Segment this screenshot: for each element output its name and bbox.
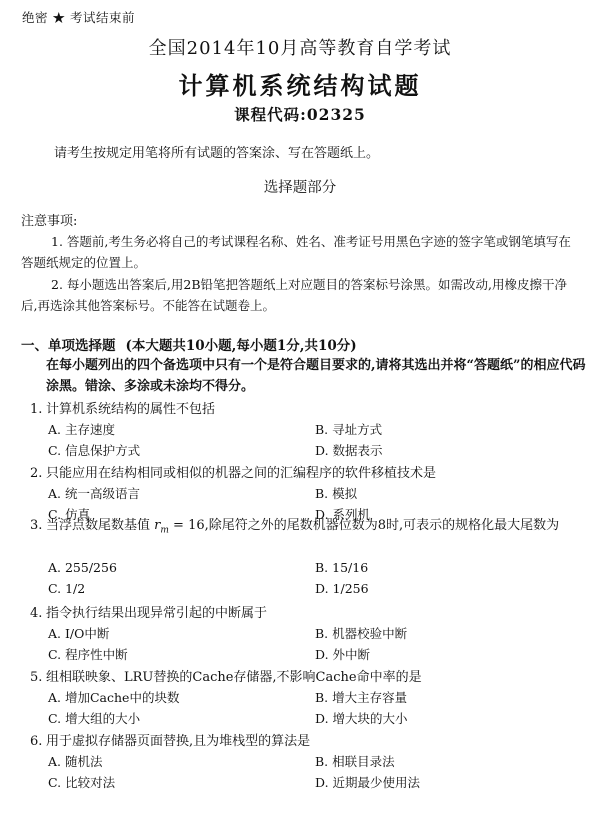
- option-c: C. 程序性中断: [48, 647, 128, 662]
- question-number: 3.: [30, 518, 43, 533]
- question-stem: [30, 462, 436, 481]
- secret-mark: 绝密 ★ 考试结束前: [22, 10, 135, 25]
- question-number: 2.: [30, 466, 43, 481]
- option-c: C. 仿真: [48, 507, 91, 522]
- option-c: C. 增大组的大小: [48, 711, 141, 726]
- option-a: A. 主存速度: [48, 422, 115, 437]
- option-a: A. 随机法: [48, 754, 103, 769]
- radix-variable: r: [154, 518, 161, 533]
- option-d: D. 系列机: [315, 507, 371, 522]
- question-stem: [30, 515, 585, 542]
- question-number: 5.: [30, 670, 43, 685]
- option-c: C. 信息保护方式: [48, 443, 141, 458]
- part-note: 在每小题列出的四个备选项中只有一个是符合题目要求的,请将其选出并将“答题纸”的相应代码涂黑。错涂、多涂或未涂均不得分。: [46, 358, 586, 394]
- question-text: 指令执行结果出现异常引起的中断属于: [46, 606, 268, 621]
- option-c: C. 1/2: [48, 581, 86, 596]
- question-stem: [30, 602, 267, 621]
- option-b: B. 15/16: [315, 560, 369, 575]
- option-b: B. 机器校验中断: [315, 626, 408, 641]
- question-text: = 16,除尾符之外的尾数机器位数为8时,可表示的规格化最大尾数为: [168, 518, 560, 533]
- instruction-text: 请考生按规定用笔将所有试题的答案涂、写在答题纸上。: [54, 146, 380, 161]
- question-number: 4.: [30, 606, 43, 621]
- option-c: C. 比较对法: [48, 775, 116, 790]
- question-text: 只能应用在结构相同或相似的机器之间的汇编程序的软件移植技术是: [46, 466, 437, 481]
- option-d: D. 1/256: [315, 581, 369, 596]
- question-number: 1.: [30, 402, 43, 417]
- question-number: 6.: [30, 734, 43, 749]
- notice-heading: 注意事项:: [21, 214, 78, 229]
- question-text: 计算机系统结构的属性不包括: [46, 402, 216, 417]
- option-b: B. 寻址方式: [315, 422, 383, 437]
- question-text: 当浮点数尾数基值: [46, 518, 155, 533]
- question-stem: [30, 730, 310, 749]
- notice-item: 1. 答题前,考生务必将自己的考试课程名称、姓名、准考证号用黑色字迹的签字笔或钢笔填写在答题纸规定的位置上。: [21, 234, 571, 270]
- radix-subscript: m: [160, 525, 169, 536]
- question-stem: [30, 398, 215, 417]
- option-a: A. 255/256: [48, 560, 117, 575]
- option-a: A. 增加Cache中的块数: [48, 690, 180, 705]
- question-text: 组相联映象、LRU替换的Cache存储器,不影响Cache命中率的是: [46, 670, 422, 685]
- option-d: D. 近期最少使用法: [315, 775, 421, 790]
- page-title: 计算机系统结构试题: [178, 71, 422, 100]
- question-stem: [30, 666, 422, 685]
- question-text: 用于虚拟存储器页面替换,且为堆栈型的算法是: [46, 734, 311, 749]
- option-d: D. 外中断: [315, 647, 371, 662]
- exam-title: 全国2014年10月高等教育自学考试: [148, 38, 452, 59]
- option-b: B. 相联目录法: [315, 754, 395, 769]
- notice-item: 2. 每小题选出答案后,用2B铅笔把答题纸上对应题目的答案标号涂黑。如需改动,用橡皮擦干净后,再选涂其他答案标号。不能答在试题卷上。: [21, 277, 567, 313]
- part-heading-label: 一、单项选择题: [21, 338, 116, 354]
- option-d: D. 数据表示: [315, 443, 383, 458]
- option-b: B. 增大主存容量: [315, 690, 408, 705]
- option-b: B. 模拟: [315, 486, 358, 501]
- part-heading-sub: (本大题共10小题,每小题1分,共10分): [125, 338, 357, 354]
- part-heading: [21, 334, 357, 354]
- option-a: A. 统一高级语言: [48, 486, 140, 501]
- course-code: 课程代码:02325: [234, 105, 366, 124]
- section-title: 选择题部分: [263, 180, 337, 196]
- option-a: A. I/O中断: [48, 626, 110, 641]
- option-d: D. 增大块的大小: [315, 711, 408, 726]
